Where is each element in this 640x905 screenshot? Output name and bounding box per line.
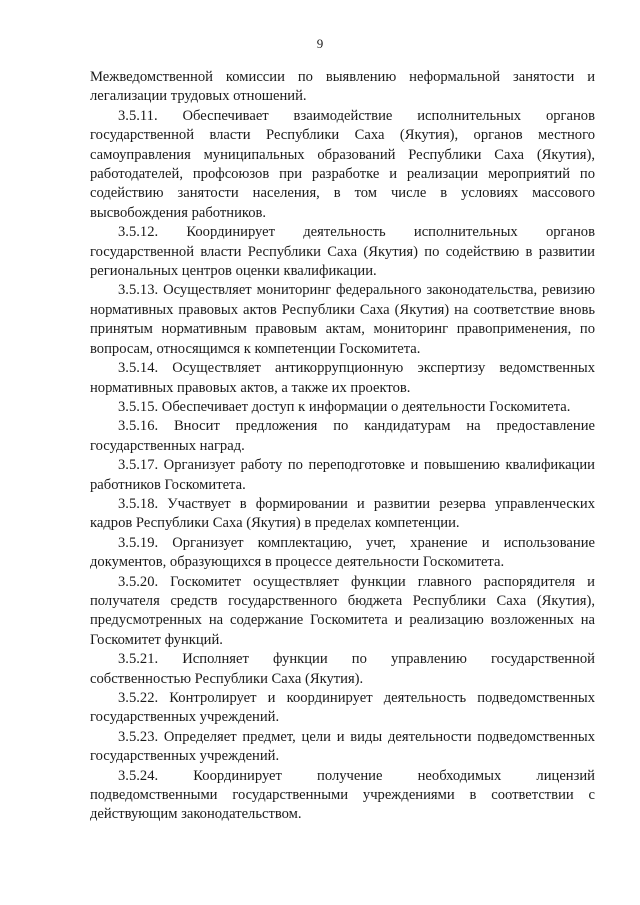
paragraph-3-5-19: 3.5.19. Организует комплектацию, учет, хранение и использование документов, образующихся в процессе деятельности Госкомитета. [90,534,595,571]
paragraph-3-5-24: 3.5.24. Координирует получение необходимых лицензий подведомственными государственными учреждениями в соответствии с действующим законодательством. [90,767,595,823]
paragraph-3-5-15: 3.5.15. Обеспечивает доступ к информации о деятельности Госкомитета. [118,398,571,415]
paragraph-3-5-18: 3.5.18. Участвует в формировании и развитии резерва управленческих кадров Республики Саха (Якутия) в пределах компетенции. [90,495,595,532]
paragraph-3-5-21: 3.5.21. Исполняет функции по управлению государственной собственностью Республики Саха (Якутия). [90,651,595,687]
paragraph-3-5-11: 3.5.11. Обеспечивает взаимодействие исполнительных органов государственной власти Республики Саха (Якутия), органов местного самоуправления муниципальных образований Республики Саха (Якутия), работодателей, профсоюзов при разработке и реализации мероприятий по содействию занятости населения, в том числе в условиях массового высвобождения работников. [90,107,595,221]
paragraph-3-5-14: 3.5.14. Осуществляет антикоррупционную экспертизу ведомственных нормативных правовых актов, а также их проектов. [90,360,595,396]
paragraph-3-5-22: 3.5.22. Контролирует и координирует деятельность подведомственных государственных учреждений. [90,690,595,726]
paragraph-3-5-20: 3.5.20. Госкомитет осуществляет функции главного распорядителя и получателя средств государственного бюджета Республики Саха (Якутия), предусмотренных на содержание Госкомитета и реализацию возложенных на Госкомитет функций. [90,573,595,648]
paragraph-3-5-13: 3.5.13. Осуществляет мониторинг федерального законодательства, ревизию нормативных правовых актов Республики Саха (Якутия) на соответствие вновь принятым нормативным правовым актам, мониторинг правоприменения, по вопросам, относящимся к компетенции Госкомитета. [90,282,595,357]
page-number: 9 [316,36,324,51]
paragraph-continuation: Межведомственной комиссии по выявлению неформальной занятости и легализации трудовых отношений. [90,69,595,105]
document-body [90,68,595,825]
paragraph-3-5-12: 3.5.12. Координирует деятельность исполнительных органов государственной власти Республики Саха (Якутия) по содействию в развитии региональных центров оценки квалификации. [90,224,595,280]
paragraph-3-5-17: 3.5.17. Организует работу по переподготовке и повышению квалификации работников Госкомитета. [90,457,595,493]
paragraph-3-5-23: 3.5.23. Определяет предмет, цели и виды деятельности подведомственных государственных учреждений. [90,728,595,765]
paragraph-3-5-16: 3.5.16. Вносит предложения по кандидатурам на предоставление государственных наград. [90,418,595,454]
